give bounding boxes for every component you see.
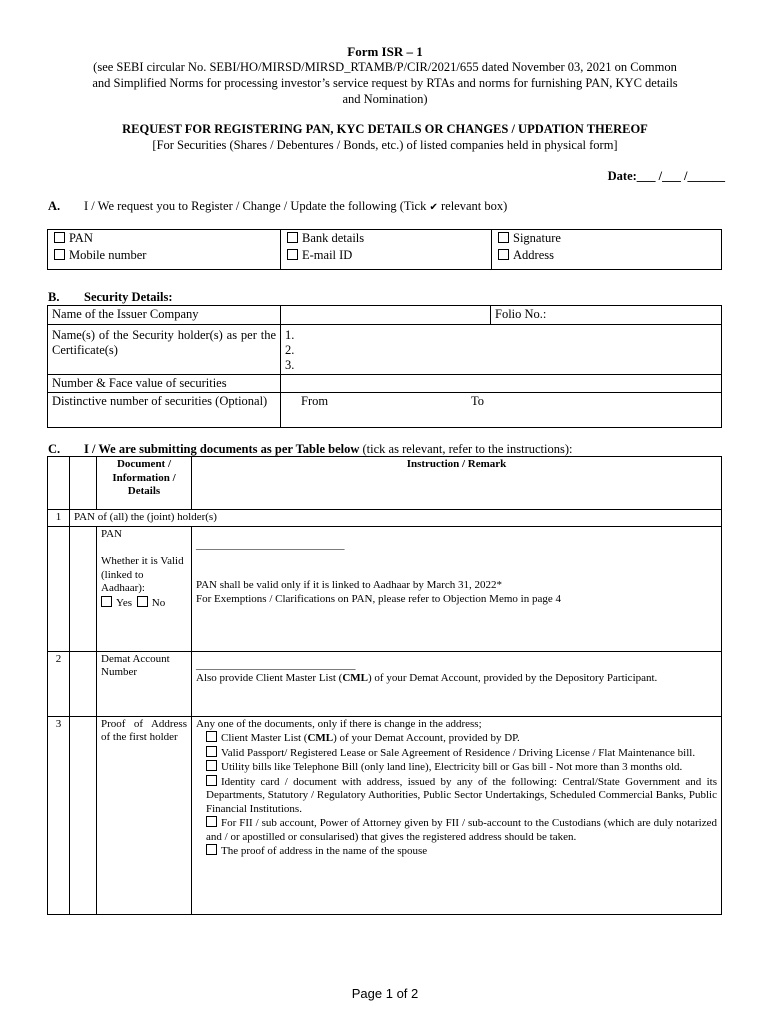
documents-table [47, 456, 722, 915]
row1-num-blank [48, 526, 70, 651]
circular-line-2: and Simplified Norms for processing investor’s service request by RTAs and norms for furnishing PAN, KYC details [92, 76, 678, 90]
row3-intro: Any one of the documents, only if there is change in the address; [196, 717, 482, 730]
checkbox-icon[interactable] [54, 232, 65, 243]
row1-remark [192, 526, 722, 651]
row3-item[interactable] [196, 816, 717, 844]
checkbox-icon[interactable] [206, 844, 217, 855]
circular-line-3: and Nomination) [342, 92, 428, 106]
form-title: Form ISR – 1 [347, 44, 423, 59]
section-a-text: I / We request you to Register / Change / Update the following (Tick [84, 199, 427, 213]
section-c-note: (tick as relevant, refer to the instructions): [362, 442, 573, 456]
row3-item6: The proof of address in the name of the spouse [221, 845, 428, 857]
section-b-title: Security Details: [84, 290, 173, 304]
row3-item[interactable] [196, 746, 717, 761]
yes-label: Yes [116, 596, 133, 609]
row2-remark-post: ) of your Demat Account, provided by the Depository Participant. [368, 672, 658, 684]
section-c-title: I / We are submitting documents as per Table below [84, 442, 360, 456]
checkbox-icon[interactable] [206, 760, 217, 771]
security-details-table [47, 305, 722, 428]
option-address[interactable] [492, 247, 722, 270]
issuer-label: Name of the Issuer Company [48, 306, 281, 325]
row3-item2: Valid Passport/ Registered Lease or Sale Agreement of Residence / Driving License / Flat Maintenance bill. [221, 746, 696, 759]
checkbox-icon[interactable] [206, 775, 217, 786]
holder-number: 3. [285, 358, 295, 372]
option-bank-details[interactable] [281, 230, 492, 248]
header-blank-cell [70, 457, 97, 510]
row1-remark-1: PAN shall be valid only if it is linked to Aadhaar by March 31, 2022* [196, 579, 503, 591]
row1-pan-label: PAN [101, 527, 122, 540]
demat-input-line[interactable]: _____________________________ [196, 658, 356, 671]
row3-item1-cml: CML [307, 732, 334, 744]
checkbox-icon[interactable] [137, 596, 148, 607]
page-number: Page 1 of 2 [351, 986, 419, 1001]
distinctive-input[interactable] [281, 393, 722, 428]
to-label: To [471, 394, 485, 408]
row3-item5: For FII / sub account, Power of Attorney given by FII / sub-account to the Custodians (which are duly notarized and / or apostilled or consularised) that gives the registered address should be taken. [206, 817, 717, 843]
section-c-heading [84, 442, 573, 457]
option-label: Bank details [302, 231, 365, 245]
row1-valid-label: Whether it is Valid (linked to Aadhaar): [101, 555, 184, 594]
row3-item[interactable] [196, 775, 717, 817]
from-label: From [301, 394, 329, 408]
row3-item1-post: ) of your Demat Account, provided by DP. [333, 732, 520, 744]
folio-field[interactable]: Folio No.: [491, 306, 722, 325]
update-options-table [47, 229, 722, 270]
row3-item[interactable] [196, 844, 717, 859]
row-number: 3 [48, 716, 70, 914]
row2-tick-cell[interactable] [70, 651, 97, 716]
checkbox-icon[interactable] [101, 596, 112, 607]
col-doc-header: Document / Information / Details [97, 457, 192, 510]
row-number: 1 [48, 510, 70, 527]
row2-doc: Demat Account Number [97, 651, 192, 716]
row2-remark-cml: CML [342, 672, 369, 684]
row3-remark [192, 716, 722, 914]
holder-number: 2. [285, 343, 295, 357]
request-subtitle: [For Securities (Shares / Debentures / Bonds, etc.) of listed companies held in physical form] [152, 138, 618, 152]
holders-input[interactable] [281, 325, 722, 375]
face-value-input[interactable] [281, 375, 722, 393]
row1-tick-cell[interactable] [70, 526, 97, 651]
option-mobile-number[interactable] [48, 247, 281, 270]
section-a-text-after: relevant box) [440, 199, 508, 213]
option-label: Mobile number [69, 248, 147, 262]
option-label: Address [513, 248, 554, 262]
option-email-id[interactable] [281, 247, 492, 270]
checkbox-icon[interactable] [206, 816, 217, 827]
option-label: Signature [513, 231, 561, 245]
holder-number: 1. [285, 328, 295, 342]
checkbox-icon[interactable] [206, 731, 217, 742]
option-label: PAN [69, 231, 93, 245]
header-num-cell [48, 457, 70, 510]
distinctive-label: Distinctive number of securities (Optional) [48, 393, 281, 428]
section-a-instruction [84, 199, 507, 214]
option-label: E-mail ID [302, 248, 353, 262]
col-instruction-header: Instruction / Remark [192, 457, 722, 510]
row3-item[interactable] [196, 760, 717, 775]
section-c-letter: C. [48, 442, 61, 456]
row1-remark-2: For Exemptions / Clarifications on PAN, please refer to Objection Memo in page 4 [196, 592, 561, 605]
checkbox-icon[interactable] [54, 249, 65, 260]
row-number: 2 [48, 651, 70, 716]
row2-remark [192, 651, 722, 716]
row1-doc [97, 526, 192, 651]
option-pan[interactable] [48, 230, 281, 248]
pan-input-line[interactable]: ___________________________ [196, 538, 345, 551]
no-label: No [151, 596, 166, 609]
section-a-letter: A. [48, 199, 61, 213]
tick-icon: ✔ [429, 202, 438, 213]
row3-item3: Utility bills like Telephone Bill (only land line), Electricity bill or Gas bill - Not more than 3 months old. [221, 761, 683, 773]
row3-item[interactable] [196, 731, 717, 746]
section-b-letter: B. [48, 290, 60, 304]
row1-title: PAN of (all) the (joint) holder(s) [70, 510, 722, 527]
row3-doc: Proof of Address of the first holder [97, 716, 192, 914]
row3-tick-cell[interactable] [70, 716, 97, 914]
checkbox-icon[interactable] [498, 232, 509, 243]
checkbox-icon[interactable] [287, 232, 298, 243]
row3-item1-pre: Client Master List ( [221, 732, 308, 744]
row3-item4: Identity card / document with address, issued by any of the following: Central/State Government and its Departments, Statutory / Regulatory Authorities, Public Sector Undertakings, Scheduled Commercial Banks, Public Financial Institutions. [206, 775, 717, 815]
request-title: REQUEST FOR REGISTERING PAN, KYC DETAILS OR CHANGES / UPDATION THEREOF [122, 122, 648, 136]
checkbox-icon[interactable] [206, 746, 217, 757]
row2-remark-pre: Also provide Client Master List ( [196, 672, 343, 684]
checkbox-icon[interactable] [287, 249, 298, 260]
date-field[interactable]: Date:___ /___ /______ [607, 169, 725, 183]
checkbox-icon[interactable] [498, 249, 509, 260]
circular-line-1: (see SEBI circular No. SEBI/HO/MIRSD/MIRSD_RTAMB/P/CIR/2021/655 dated November 03, 2021 on Common [93, 60, 677, 74]
holders-label: Name(s) of the Security holder(s) as per the Certificate(s) [48, 325, 281, 375]
issuer-input[interactable] [281, 306, 491, 325]
option-signature[interactable] [492, 230, 722, 248]
row1-yes-no[interactable] [101, 596, 187, 611]
face-value-label: Number & Face value of securities [48, 375, 281, 393]
